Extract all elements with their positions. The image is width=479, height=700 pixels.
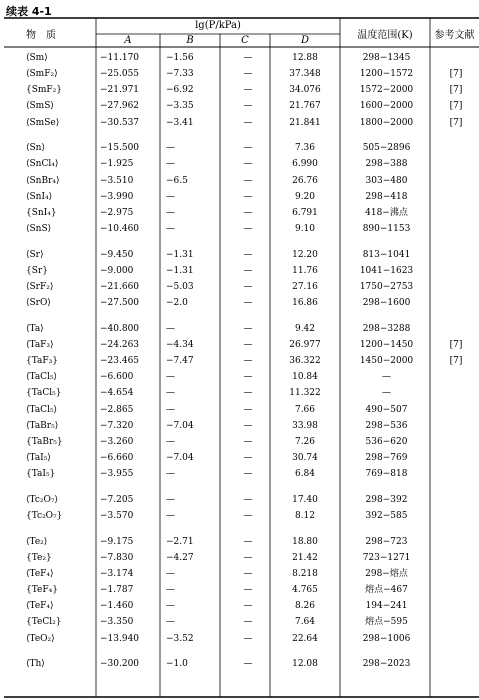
cell-temp-range: 813−1041 [362,249,411,260]
cell-d: 21.841 [289,117,321,128]
table-row [0,418,479,434]
header-reference: 参考文献 [434,30,475,41]
cell-a: −3.510 [100,175,134,186]
cell-b: — [166,494,175,505]
cell-d: 6.791 [292,207,318,218]
table-row [0,369,479,385]
cell-c: — [243,510,253,521]
cell-b: −3.52 [166,633,194,644]
cell-d: 8.26 [294,601,316,612]
cell-d: 10.84 [292,372,318,383]
cell-d: 34.076 [289,85,321,96]
cell-d: 7.64 [294,617,316,628]
cell-substance: ⟨TaCl₅⟩ [26,404,58,415]
table-row [0,450,479,466]
table-row [0,173,479,189]
cell-a: −7.320 [100,420,134,431]
cell-d: 8.12 [294,510,316,521]
table-caption: 续表 4-1 [6,5,52,18]
cell-temp-range: 熔点−595 [365,617,408,628]
cell-substance: {TeCl₂} [26,617,62,628]
cell-temp-range: 298−1006 [362,633,411,644]
cell-temp-range: 298−392 [365,494,408,505]
cell-d: 26.977 [289,340,321,350]
cell-temp-range: 298−418 [365,191,408,202]
cell-c: — [243,85,253,96]
cell-substance: {TaI₅} [26,469,56,479]
cell-reference: [7] [449,356,463,367]
cell-temp-range: 298−1600 [362,298,411,309]
header-col-d: D [300,35,310,46]
cell-substance: ⟨SmF₂⟩ [26,69,58,80]
cell-b: −4.27 [166,552,194,563]
table-row [0,434,479,450]
cell-a: −21.971 [100,85,140,96]
cell-a: −24.263 [100,340,140,350]
table-row [0,492,479,508]
cell-a: −3.955 [100,469,134,479]
cell-c: — [243,53,253,63]
cell-b: — [166,510,175,521]
cell-d: 6.990 [292,159,318,170]
cell-c: — [243,223,253,234]
table-row [0,508,479,524]
cell-substance: {Te₂} [26,552,52,563]
table-row [0,402,479,418]
cell-substance: ⟨Sm⟩ [26,53,48,63]
cell-d: 7.66 [294,404,316,415]
table-row [0,115,479,131]
cell-b: — [166,143,175,154]
cell-c: — [243,69,253,80]
cell-temp-range: 1450−2000 [359,356,414,367]
cell-reference: [7] [449,340,463,350]
table-row [0,614,479,630]
cell-reference: [7] [449,69,463,80]
cell-substance: ⟨SnBr₄⟩ [26,175,60,186]
cell-a: −6.600 [100,372,134,383]
cell-a: −2.975 [100,207,134,218]
table-row [0,263,479,279]
cell-temp-range: 298−1345 [362,53,411,63]
cell-c: — [243,420,253,431]
cell-substance: ⟨TaBr₅⟩ [26,420,59,431]
cell-temp-range: 490−507 [365,404,408,415]
header-temp-range: 温度范围(K) [357,30,413,41]
cell-temp-range: 505−2896 [362,143,411,154]
cell-a: −6.660 [100,452,134,463]
cell-b: −1.31 [166,249,194,260]
cell-c: — [243,323,253,334]
cell-substance: ⟨SnI₄⟩ [26,191,53,202]
cell-d: 22.64 [292,633,318,644]
cell-b: — [166,569,175,579]
cell-d: 16.86 [292,298,318,309]
cell-a: −9.000 [100,265,134,276]
cell-b: — [166,585,175,596]
cell-b: — [166,436,175,447]
cell-temp-range: 1800−2000 [359,117,414,128]
table-row [0,321,479,337]
cell-temp-range: 1750−2753 [359,282,414,292]
cell-b: −1.56 [166,53,194,63]
cell-a: −25.055 [100,69,140,80]
cell-a: −40.800 [100,323,140,334]
cell-substance: ⟨SnS⟩ [26,223,52,234]
cell-d: 30.74 [292,452,318,463]
cell-substance: {TaF₃} [26,356,58,367]
cell-b: −5.03 [166,282,194,292]
cell-a: −30.537 [100,117,140,128]
cell-reference: [7] [449,117,463,128]
cell-temp-range: 392−585 [365,510,408,521]
cell-temp-range: 1041−1623 [359,265,414,276]
cell-c: — [243,536,253,547]
cell-a: −1.925 [100,159,134,170]
cell-substance: ⟨TeF₄⟩ [26,601,54,612]
table-row [0,205,479,221]
cell-substance: ⟨TaF₃⟩ [26,340,54,350]
cell-b: — [166,617,175,628]
cell-c: — [243,159,253,170]
cell-d: 36.322 [289,356,321,367]
table-row [0,140,479,156]
cell-b: −2.71 [166,536,194,547]
cell-c: — [243,117,253,128]
cell-d: 27.16 [292,282,318,292]
cell-temp-range: 194−241 [365,601,408,612]
table-row [0,631,479,647]
cell-a: −4.654 [100,388,134,399]
cell-substance: ⟨Sr⟩ [26,249,44,260]
cell-c: — [243,452,253,463]
cell-c: — [243,143,253,154]
cell-c: — [243,298,253,309]
cell-a: −27.962 [100,101,140,112]
cell-a: −11.170 [100,53,140,63]
cell-a: −3.174 [100,569,134,579]
cell-d: 11.76 [292,265,318,276]
cell-d: 18.80 [292,536,318,547]
cell-b: — [166,388,175,399]
cell-a: −27.500 [100,298,140,309]
cell-substance: {SmF₂} [26,85,63,96]
table-row [0,566,479,582]
cell-c: — [243,633,253,644]
cell-substance: {Tc₂O₇} [26,510,63,521]
cell-substance: ⟨SmS⟩ [26,101,54,112]
cell-c: — [243,207,253,218]
cell-b: −3.41 [166,117,194,128]
cell-a: −9.175 [100,536,134,547]
table-row [0,656,479,672]
cell-a: −15.500 [100,143,140,154]
cell-b: — [166,223,175,234]
cell-c: — [243,372,253,383]
cell-a: −3.990 [100,191,134,202]
cell-substance: ⟨TeF₄⟩ [26,569,54,579]
cell-b: −6.92 [166,85,194,96]
table-row [0,295,479,311]
cell-temp-range: 298−熔点 [365,569,408,579]
cell-c: — [243,175,253,186]
cell-b: −1.0 [166,659,188,670]
cell-a: −3.570 [100,510,134,521]
cell-temp-range: 熔点−467 [365,585,408,596]
cell-temp-range: — [382,372,391,383]
cell-substance: ⟨TeO₂⟩ [26,633,55,644]
cell-reference: [7] [449,85,463,96]
cell-substance: ⟨SrF₂⟩ [26,282,54,292]
cell-a: −21.660 [100,282,140,292]
cell-b: — [166,323,175,334]
header-substance: 物 质 [26,30,56,41]
cell-b: −4.34 [166,340,194,350]
cell-b: −7.47 [166,356,194,367]
cell-temp-range: 298−536 [365,420,408,431]
cell-c: — [243,436,253,447]
table-row [0,189,479,205]
cell-d: 37.348 [289,69,321,80]
table-row [0,156,479,172]
cell-a: −9.450 [100,249,134,260]
cell-d: 4.765 [292,585,318,596]
header-col-b: B [186,35,194,46]
table-row [0,385,479,401]
cell-substance: {TeF₄} [26,585,58,596]
cell-temp-range: 298−769 [365,452,408,463]
cell-d: 9.42 [294,323,316,334]
cell-b: — [166,469,175,479]
cell-temp-range: 298−388 [365,159,408,170]
table-row [0,82,479,98]
cell-a: −1.787 [100,585,134,596]
cell-d: 6.84 [294,469,316,479]
cell-temp-range: 890−1153 [362,223,411,234]
cell-c: — [243,585,253,596]
cell-a: −7.830 [100,552,134,563]
cell-substance: {TaCl₅} [26,388,62,399]
cell-c: — [243,249,253,260]
cell-d: 7.26 [294,436,316,447]
cell-temp-range: 418−沸点 [365,207,408,218]
cell-a: −1.460 [100,601,134,612]
cell-c: — [243,101,253,112]
cell-b: −1.31 [166,265,194,276]
cell-substance: {SnI₄} [26,207,57,218]
cell-c: — [243,617,253,628]
table-row [0,466,479,482]
cell-d: 9.20 [294,191,316,202]
table-row [0,50,479,66]
header-col-a: A [124,35,132,46]
cell-substance: ⟨SnCl₄⟩ [26,159,59,170]
cell-d: 12.08 [292,659,318,670]
cell-temp-range: 303−480 [365,175,408,186]
cell-temp-range: 298−3288 [362,323,411,334]
cell-d: 33.98 [292,420,318,431]
cell-substance: ⟨TaI₅⟩ [26,452,51,463]
table-row [0,598,479,614]
cell-temp-range: 1200−1572 [359,69,414,80]
cell-b: — [166,601,175,612]
cell-substance: ⟨Sn⟩ [26,143,45,154]
cell-substance: ⟨Te₂⟩ [26,536,48,547]
cell-temp-range: 723−1271 [362,552,411,563]
cell-a: −7.205 [100,494,134,505]
table-row [0,582,479,598]
table-row [0,279,479,295]
cell-c: — [243,659,253,670]
header-col-c: C [241,35,249,46]
cell-a: −3.260 [100,436,134,447]
cell-substance: ⟨SmSe⟩ [26,117,60,128]
cell-substance: ⟨Ta⟩ [26,323,44,334]
cell-substance: ⟨SrO⟩ [26,298,51,309]
cell-c: — [243,265,253,276]
cell-d: 21.42 [292,552,318,563]
table-row [0,534,479,550]
cell-c: — [243,494,253,505]
table-row [0,550,479,566]
cell-a: −13.940 [100,633,140,644]
cell-c: — [243,340,253,350]
cell-temp-range: — [382,388,391,399]
cell-temp-range: 1200−1450 [359,340,414,350]
cell-b: — [166,404,175,415]
cell-substance: {TaBr₅} [26,436,63,447]
cell-a: −3.350 [100,617,134,628]
table-row [0,353,479,369]
cell-b: −7.04 [166,420,194,431]
cell-temp-range: 769−818 [365,469,408,479]
cell-a: −30.200 [100,659,140,670]
cell-substance: ⟨Th⟩ [26,659,45,670]
cell-d: 12.20 [292,249,318,260]
cell-c: — [243,552,253,563]
table-row [0,98,479,114]
cell-c: — [243,569,253,579]
cell-d: 17.40 [292,494,318,505]
cell-b: −6.5 [166,175,188,186]
cell-c: — [243,282,253,292]
cell-c: — [243,356,253,367]
cell-c: — [243,388,253,399]
cell-b: — [166,207,175,218]
table-row [0,66,479,82]
cell-d: 11.322 [289,388,321,399]
table-row [0,221,479,237]
cell-reference: [7] [449,101,463,112]
cell-b: — [166,191,175,202]
cell-b: −2.0 [166,298,188,309]
cell-temp-range: 298−723 [365,536,408,547]
cell-d: 21.767 [289,101,321,112]
cell-d: 26.76 [292,175,318,186]
cell-c: — [243,191,253,202]
cell-b: −7.04 [166,452,194,463]
cell-a: −10.460 [100,223,140,234]
cell-c: — [243,601,253,612]
cell-a: −23.465 [100,356,140,367]
cell-d: 12.88 [292,53,318,63]
cell-substance: {Sr} [26,265,48,276]
cell-b: −3.35 [166,101,194,112]
cell-d: 7.36 [294,143,316,154]
cell-b: −7.33 [166,69,194,80]
cell-c: — [243,469,253,479]
table-row [0,337,479,353]
cell-d: 9.10 [294,223,316,234]
cell-temp-range: 1572−2000 [359,85,414,96]
header-lg-group: lg(P/kPa) [195,20,241,31]
cell-d: 8.218 [292,569,318,579]
table-row [0,247,479,263]
cell-b: — [166,159,175,170]
cell-temp-range: 1600−2000 [359,101,414,112]
cell-temp-range: 298−2023 [362,659,411,670]
cell-substance: ⟨Tc₂O₇⟩ [26,494,58,505]
cell-temp-range: 536−620 [365,436,408,447]
cell-c: — [243,404,253,415]
cell-a: −2.865 [100,404,134,415]
cell-b: — [166,372,175,383]
cell-substance: ⟨TaCl₅⟩ [26,372,58,383]
